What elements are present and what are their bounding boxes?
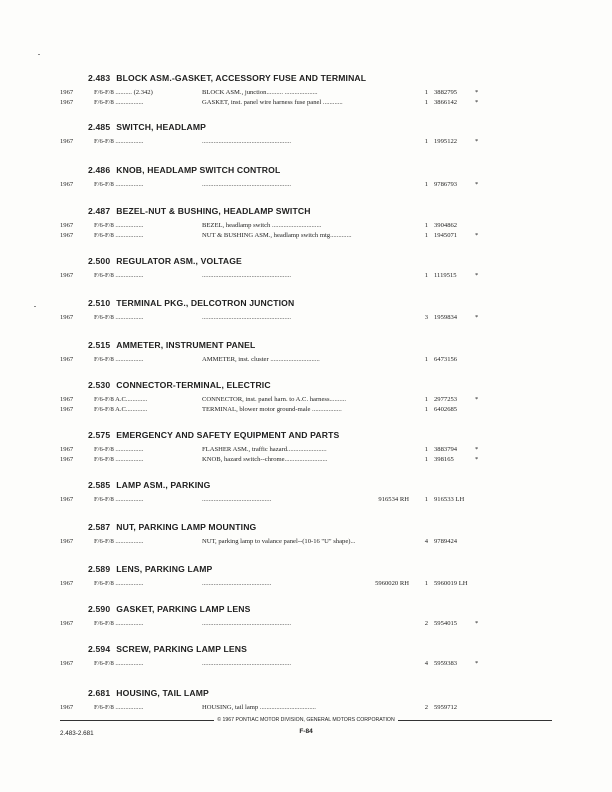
row-year: 1967 — [60, 138, 74, 145]
part-row — [0, 138, 612, 148]
section-title: LAMP ASM., PARKING — [116, 480, 211, 490]
row-model: F/6-F/8 ................. — [94, 660, 144, 667]
row-quantity: 1 — [424, 455, 428, 463]
section-number: 2.500 — [88, 256, 111, 266]
row-description: AMMETER, inst. cluster .............................. — [202, 356, 320, 363]
row-quantity: 1 — [424, 272, 428, 279]
row-description: FLASHER ASM., traffic hazard........................ — [202, 446, 327, 453]
row-description: TERMINAL, blower motor ground-male .................. — [202, 405, 342, 413]
row-mark: * — [475, 620, 479, 627]
row-model: F/6-F/8 ................. — [94, 455, 144, 463]
row-quantity: 1 — [424, 222, 428, 229]
row-year: 1967 — [60, 272, 74, 279]
row-mark: * — [475, 396, 479, 403]
row-quantity: 3 — [424, 314, 428, 321]
row-part-number: 398165 — [434, 455, 454, 463]
row-year: 1967 — [60, 222, 74, 229]
part-row — [0, 396, 612, 406]
row-part-number: 6402685 — [434, 405, 458, 413]
row-rh-part-number: 5960020 RH — [375, 580, 409, 587]
row-quantity: 2 — [424, 704, 428, 711]
row-model: F/6-F/8 ................. — [94, 98, 144, 106]
scan-speck — [34, 306, 36, 307]
section-heading — [88, 206, 311, 216]
footer-copyright: © 1967 PONTIAC MOTOR DIVISION, GENERAL MOTORS CORPORATION — [0, 717, 612, 723]
section-heading — [88, 380, 271, 390]
row-description: ...................................................... — [202, 660, 292, 667]
part-row — [0, 704, 612, 714]
section-heading — [88, 480, 210, 490]
row-model: F/6-F/8 A.C............. — [94, 396, 148, 403]
row-model: F/6-F/8 ................. — [94, 704, 144, 711]
section-number: 2.590 — [88, 604, 111, 614]
row-mark: * — [475, 272, 479, 279]
row-model: F/6-F/8 ................. — [94, 620, 144, 627]
row-model: F/6-F/8 ................. — [94, 356, 144, 363]
row-year: 1967 — [60, 98, 74, 106]
section-title: GASKET, PARKING LAMP LENS — [116, 604, 251, 614]
row-mark: * — [475, 89, 479, 96]
row-part-number: 5959383 — [434, 660, 458, 667]
row-model: F/6-F/8 ................. — [94, 231, 144, 239]
row-part-number: 916533 LH — [434, 496, 465, 503]
row-model: F/6-F/8 ................. — [94, 222, 144, 229]
row-model: F/6-F/8 ................. — [94, 181, 144, 188]
part-row — [0, 89, 612, 99]
part-row — [0, 99, 612, 109]
section-number: 2.510 — [88, 298, 111, 308]
row-quantity: 1 — [424, 138, 428, 145]
row-part-number: 1959834 — [434, 314, 458, 321]
row-model: F/6-F/8 A.C............. — [94, 405, 148, 413]
part-row — [0, 456, 612, 466]
section-number: 2.594 — [88, 644, 111, 654]
row-description: BEZEL, headlamp switch .............................. — [202, 222, 322, 229]
row-quantity: 1 — [424, 496, 428, 503]
row-model: F/6-F/8 ................. — [94, 496, 144, 503]
row-quantity: 4 — [424, 660, 428, 667]
section-title: REGULATOR ASM., VOLTAGE — [116, 256, 242, 266]
row-description: ...................................................... — [202, 620, 292, 627]
part-row — [0, 496, 612, 506]
row-mark: * — [475, 455, 479, 463]
section-number: 2.589 — [88, 564, 111, 574]
row-description: CONNECTOR, inst. panel harn. to A.C. harness.......... — [202, 396, 347, 403]
row-quantity: 2 — [424, 620, 428, 627]
section-heading — [88, 564, 212, 574]
row-mark: * — [475, 138, 479, 145]
row-part-number: 5954015 — [434, 620, 458, 627]
section-number: 2.587 — [88, 522, 111, 532]
section-heading — [88, 340, 255, 350]
section-heading — [88, 298, 294, 308]
row-description: .......................................... — [202, 496, 272, 503]
part-row — [0, 232, 612, 242]
section-title: BEZEL-NUT & BUSHING, HEADLAMP SWITCH — [116, 206, 311, 216]
row-year: 1967 — [60, 314, 74, 321]
row-part-number: 1119515 — [434, 272, 457, 279]
row-part-number: 6473156 — [434, 356, 458, 363]
part-row — [0, 181, 612, 191]
section-title: SCREW, PARKING LAMP LENS — [116, 644, 248, 654]
section-title: KNOB, HEADLAMP SWITCH CONTROL — [116, 165, 281, 175]
row-part-number: 1995122 — [434, 138, 458, 145]
row-model: F/6-F/8 ................. — [94, 314, 144, 321]
row-quantity: 1 — [424, 89, 428, 96]
section-title: NUT, PARKING LAMP MOUNTING — [116, 522, 257, 532]
row-model: F/6-F/8 ................. — [94, 446, 144, 453]
section-number: 2.485 — [88, 122, 111, 132]
page-number: F-84 — [299, 728, 313, 735]
row-quantity: 1 — [424, 446, 428, 453]
row-quantity: 1 — [424, 405, 428, 413]
row-part-number: 9789424 — [434, 538, 458, 545]
row-part-number: 5960019 LH — [434, 580, 468, 587]
row-model: F/6-F/8 ................. — [94, 538, 144, 545]
row-part-number: 3883794 — [434, 446, 458, 453]
row-year: 1967 — [60, 231, 74, 239]
row-part-number: 5959712 — [434, 704, 458, 711]
row-description: .......................................... — [202, 580, 272, 587]
row-quantity: 4 — [424, 538, 428, 545]
row-description: NUT & BUSHING ASM., headlamp switch mtg............. — [202, 231, 352, 239]
section-heading — [88, 73, 366, 83]
row-year: 1967 — [60, 660, 74, 667]
part-row — [0, 222, 612, 232]
row-description: GASKET, inst. panel wire harness fuse panel ............ — [202, 98, 343, 106]
section-title: AMMETER, INSTRUMENT PANEL — [116, 340, 256, 350]
section-title: HOUSING, TAIL LAMP — [116, 688, 209, 698]
row-year: 1967 — [60, 89, 74, 96]
row-description: HOUSING, tail lamp .................................. — [202, 704, 316, 711]
page-range: 2.483-2.681 — [60, 730, 94, 737]
row-year: 1967 — [60, 580, 74, 587]
section-number: 2.515 — [88, 340, 111, 350]
section-number: 2.483 — [88, 73, 111, 83]
row-model: F/6-F/8 .......... (2.342) — [94, 89, 153, 96]
part-row — [0, 580, 612, 590]
section-title: SWITCH, HEADLAMP — [116, 122, 207, 132]
part-row — [0, 406, 612, 416]
section-number: 2.486 — [88, 165, 111, 175]
row-year: 1967 — [60, 446, 74, 453]
part-row — [0, 538, 612, 548]
section-title: BLOCK ASM.-GASKET, ACCESSORY FUSE AND TERMINAL — [116, 73, 367, 83]
part-row — [0, 314, 612, 324]
row-mark: * — [475, 314, 479, 321]
part-row — [0, 356, 612, 366]
section-title: TERMINAL PKG., DELCOTRON JUNCTION — [116, 298, 295, 308]
row-quantity: 1 — [424, 396, 428, 403]
section-title: EMERGENCY AND SAFETY EQUIPMENT AND PARTS — [116, 430, 340, 440]
section-number: 2.487 — [88, 206, 111, 216]
row-part-number: 3866142 — [434, 98, 458, 106]
row-mark: * — [475, 181, 479, 188]
section-heading — [88, 430, 339, 440]
row-model: F/6-F/8 ................. — [94, 580, 144, 587]
row-part-number: 1945071 — [434, 231, 458, 239]
section-title: CONNECTOR-TERMINAL, ELECTRIC — [116, 380, 271, 390]
row-description: ...................................................... — [202, 138, 292, 145]
row-year: 1967 — [60, 704, 74, 711]
row-year: 1967 — [60, 396, 74, 403]
row-quantity: 1 — [424, 356, 428, 363]
section-heading — [88, 165, 280, 175]
row-year: 1967 — [60, 455, 74, 463]
row-part-number: 3882795 — [434, 89, 458, 96]
row-description: ...................................................... — [202, 314, 292, 321]
section-heading — [88, 604, 251, 614]
row-part-number: 9786793 — [434, 181, 458, 188]
row-description: ...................................................... — [202, 272, 292, 279]
section-heading — [88, 644, 247, 654]
row-description: BLOCK ASM., junction.......... .................... — [202, 89, 318, 96]
section-heading — [88, 688, 209, 698]
scan-speck — [38, 54, 40, 55]
row-year: 1967 — [60, 405, 74, 413]
row-quantity: 1 — [424, 231, 428, 239]
row-mark: * — [475, 231, 479, 239]
row-mark: * — [475, 660, 479, 667]
row-year: 1967 — [60, 356, 74, 363]
section-title: LENS, PARKING LAMP — [116, 564, 213, 574]
row-part-number: 3904862 — [434, 222, 458, 229]
part-row — [0, 660, 612, 670]
section-heading — [88, 522, 256, 532]
section-number: 2.585 — [88, 480, 111, 490]
section-number: 2.530 — [88, 380, 111, 390]
row-mark: * — [475, 98, 479, 106]
row-description: NUT, parking lamp to valance panel--(10-16 "U" shape)... — [202, 538, 356, 545]
row-description: ...................................................... — [202, 181, 292, 188]
row-mark: * — [475, 446, 479, 453]
row-part-number: 2977253 — [434, 396, 458, 403]
row-description: KNOB, hazard switch--chrome.......................... — [202, 455, 328, 463]
row-quantity: 1 — [424, 181, 428, 188]
row-model: F/6-F/8 ................. — [94, 272, 144, 279]
section-heading — [88, 256, 242, 266]
part-row — [0, 620, 612, 630]
row-year: 1967 — [60, 181, 74, 188]
section-heading — [88, 122, 206, 132]
row-year: 1967 — [60, 620, 74, 627]
section-number: 2.681 — [88, 688, 111, 698]
row-rh-part-number: 916534 RH — [378, 496, 409, 503]
row-quantity: 1 — [424, 580, 428, 587]
part-row — [0, 446, 612, 456]
section-number: 2.575 — [88, 430, 111, 440]
row-year: 1967 — [60, 496, 74, 503]
row-quantity: 1 — [424, 98, 428, 106]
row-year: 1967 — [60, 538, 74, 545]
row-model: F/6-F/8 ................. — [94, 138, 144, 145]
part-row — [0, 272, 612, 282]
